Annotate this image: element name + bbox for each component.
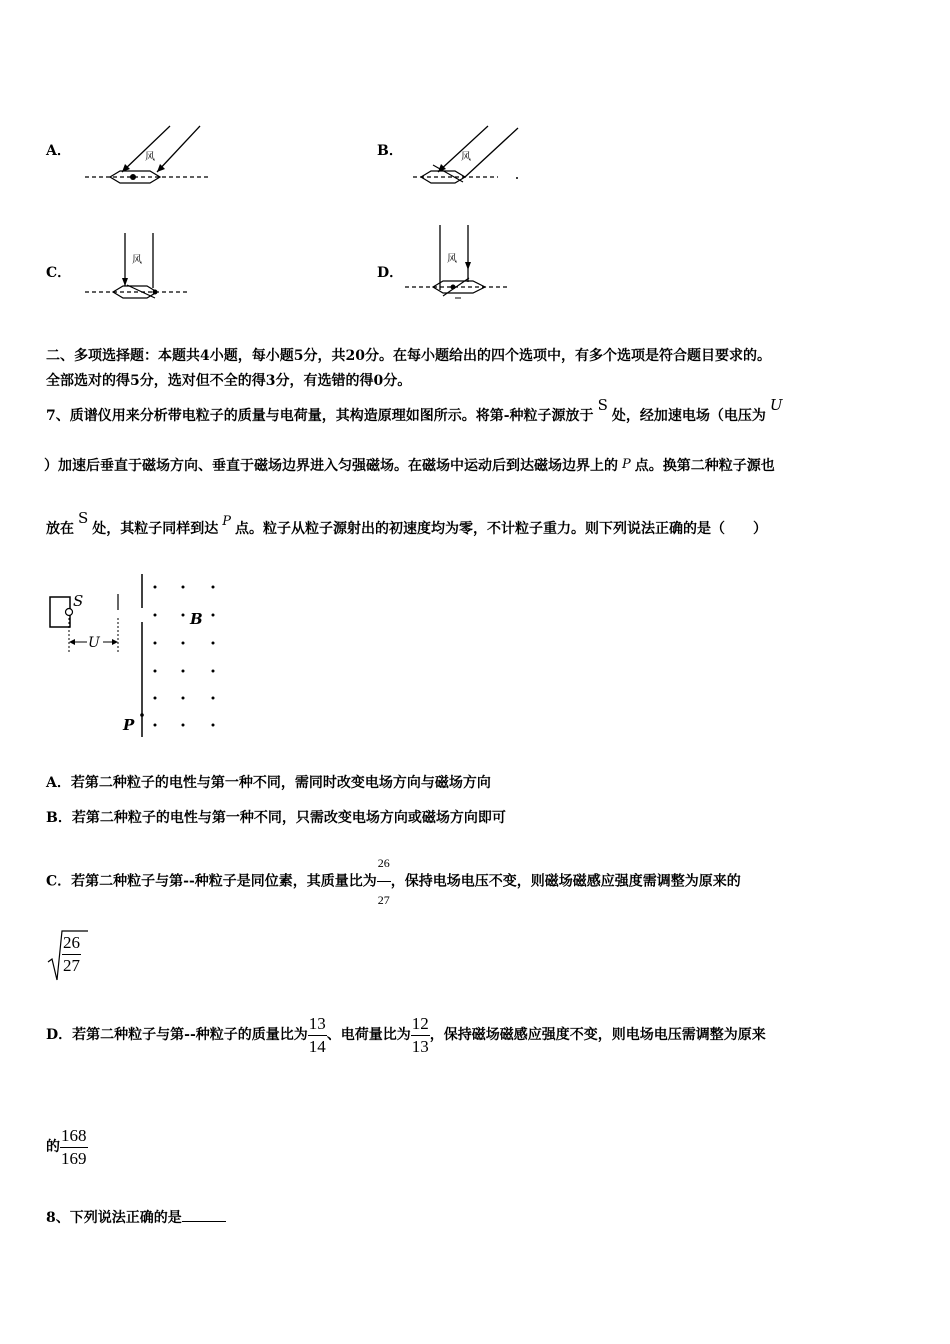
option-c-field-label: 风 xyxy=(132,255,142,266)
q7-option-c-part-a: C．若第二种粒子与第--种粒子是同位素，其质量比为 xyxy=(46,873,377,890)
q7-option-d xyxy=(46,1012,766,1058)
diagram-label-p: P xyxy=(123,716,135,734)
option-a-label: A． xyxy=(46,143,71,159)
q7-option-b: B．若第二种粒子的电性与第一种不同，只需改变电场方向或磁场方向即可 xyxy=(46,810,506,826)
q7-line2-part-a: ）加速后垂直于磁场方向、垂直于磁场边界进入匀强磁场。在磁场中运动后到达磁场边界上的 xyxy=(44,458,618,474)
diagram-label-u: U xyxy=(88,635,100,651)
option-d-figure xyxy=(405,222,515,307)
q7-option-d-part-d: 的 xyxy=(46,1139,60,1155)
magnetic-field-dots xyxy=(154,586,215,727)
q7-line1 xyxy=(46,396,783,426)
q7-line1-part-a: 7、质谱仪用来分析带电粒子的质量与电荷量，其构造原理如图所示。将第-种粒子源放于 xyxy=(46,408,594,424)
q7-line2-part-b: 点。换第二种粒子源也 xyxy=(634,458,775,474)
q7-line3-part-c: 点。粒子从粒子源射出的初速度均为零，不计粒子重力。则下列说法正确的是（ ） xyxy=(235,521,768,537)
q8-question: 8、下列说法正确的是 xyxy=(46,1210,182,1226)
option-d-label: D． xyxy=(377,265,404,281)
mass-spectrometer-diagram xyxy=(45,572,230,742)
q7-option-c-part-b: ，保持电场电压不变，则磁场磁感应强度需调整为原来的 xyxy=(390,873,741,890)
q7-option-d-fraction3: $\frac{168}{169}$ xyxy=(61,1125,87,1168)
q7-option-d-fraction1: $\frac{13}{14}$ xyxy=(308,1013,326,1056)
q7-symbol-s: S xyxy=(597,396,608,414)
q7-line3-part-a: 放在 xyxy=(46,521,74,537)
q7-option-d-fraction2: $\frac{12}{13}$ xyxy=(411,1013,429,1056)
q7-option-d-continued xyxy=(46,1124,88,1170)
section2-line1: 二、多项选择题：本题共4小题，每小题5分，共20分。在每小题给出的四个选项中，有多个选项是符合题目要求的。 xyxy=(46,348,771,364)
q8-text xyxy=(46,1208,226,1228)
q7-symbol-p2: P xyxy=(222,514,232,529)
option-b-label: B． xyxy=(377,143,403,159)
q8-answer-blank[interactable] xyxy=(182,1221,226,1222)
q7-symbol-u: U xyxy=(769,396,783,414)
diagram-label-s: S xyxy=(73,592,84,610)
q7-option-a: A．若第二种粒子的电性与第一种不同，需同时改变电场方向与磁场方向 xyxy=(46,775,491,791)
option-a-field-label: 风 xyxy=(145,152,155,163)
q7-option-c-fraction: $\frac{26}{27}$ xyxy=(377,845,391,918)
option-c-figure xyxy=(85,230,195,310)
q7-option-d-part-a: D．若第二种粒子与第--种粒子的质量比为 xyxy=(46,1027,308,1043)
q7-symbol-p: P xyxy=(622,457,631,472)
option-c-label: C． xyxy=(46,265,72,281)
q7-line2 xyxy=(44,456,775,477)
q7-symbol-s2: S xyxy=(78,509,89,527)
section2-line2: 全部选对的得5分，选对但不全的得3分，有选错的得0分。 xyxy=(46,373,412,389)
q7-option-d-part-c: ，保持磁场磁感应强度不变，则电场电压需调整为原来 xyxy=(429,1027,766,1043)
q7-option-d-part-b: 、电荷量比为 xyxy=(326,1027,411,1043)
q7-line3-part-b: 处，其粒子同样到达 xyxy=(92,521,219,537)
option-d-field-label: 风 xyxy=(447,254,457,265)
option-a-figure xyxy=(85,120,210,190)
q7-line1-part-b: 处，经加速电场（电压为 xyxy=(611,408,766,424)
option-b-field-label: 风 xyxy=(461,152,471,163)
q7-line3 xyxy=(46,509,768,540)
option-b-figure xyxy=(413,120,523,190)
q7-option-c xyxy=(46,845,741,918)
diagram-label-b: B xyxy=(190,610,203,628)
